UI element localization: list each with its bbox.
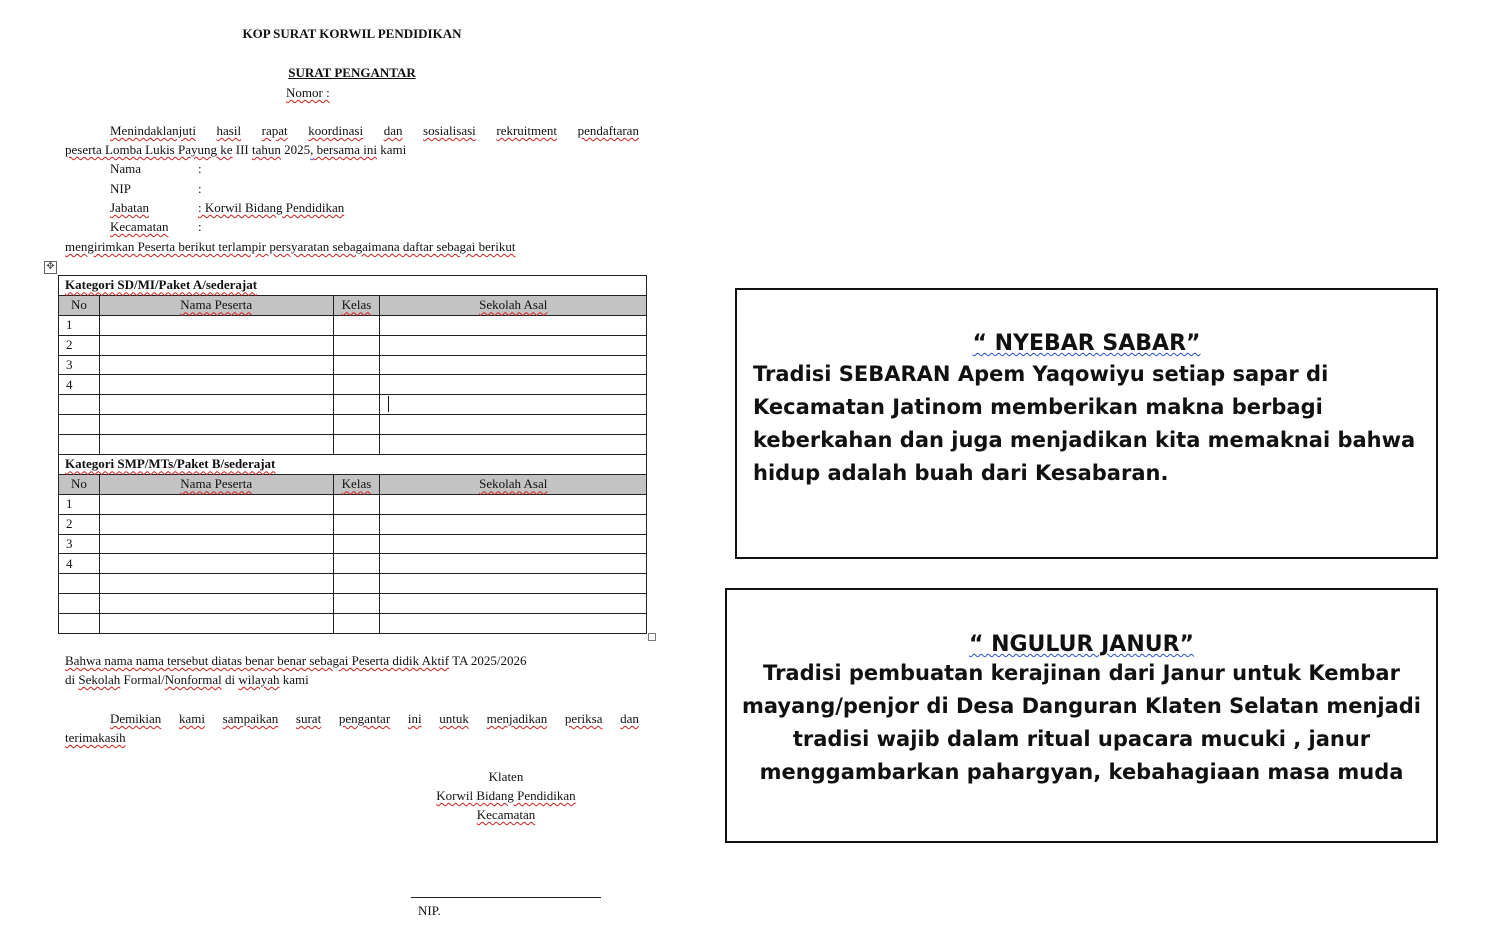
box-body (753, 358, 1436, 490)
table-row[interactable] (59, 315, 647, 335)
row-number (59, 594, 100, 614)
class-cell (333, 355, 380, 375)
field-kecamatan-value: : (198, 219, 202, 234)
table-row[interactable] (59, 335, 647, 355)
name-cell (99, 435, 333, 455)
row-number: 4 (59, 554, 100, 574)
table-row[interactable] (59, 375, 647, 395)
box-title: “ NGULUR JANUR” (968, 632, 1195, 657)
class-cell (333, 494, 380, 514)
intro-line-1: Menindaklanjuti hasil rapat koordinasi dan sosialisasi rekruitment pendaftaran (110, 123, 639, 138)
table-row[interactable] (59, 554, 647, 574)
closing-line-1: Bahwa nama nama tersebut diatas benar benar sebagai Peserta didik Aktif TA 2025/2026 (65, 653, 527, 668)
row-number (59, 435, 100, 455)
col-no-header: No (59, 474, 100, 494)
name-cell (99, 315, 333, 335)
letter-number: Nomor : (286, 85, 330, 100)
table-row[interactable] (59, 574, 647, 594)
class-cell (333, 315, 380, 335)
table-resize-icon[interactable] (648, 633, 656, 641)
row-number (59, 574, 100, 594)
name-cell (99, 355, 333, 375)
class-cell (333, 514, 380, 534)
box-line: Tradisi pembuatan kerajinan dari Janur untuk Kembar (763, 661, 1400, 685)
table-row[interactable] (59, 534, 647, 554)
field-jabatan-value: : Korwil Bidang Pendidikan (198, 200, 345, 215)
name-cell (99, 514, 333, 534)
row-number (59, 395, 100, 415)
col-class-header: Kelas (333, 474, 380, 494)
sign-district: Kecamatan (476, 807, 536, 822)
class-cell (333, 375, 380, 395)
school-cell (380, 375, 647, 395)
table-row[interactable] (59, 594, 647, 614)
table-row[interactable] (59, 395, 647, 415)
class-cell (333, 435, 380, 455)
class-cell (333, 415, 380, 435)
field-nip-value: : (198, 181, 202, 196)
category-title: Kategori SMP/MTs/Paket B/sederajat (59, 455, 647, 475)
table-row[interactable] (59, 614, 647, 634)
name-cell (99, 574, 333, 594)
field-nip: NIP (110, 181, 131, 196)
regards-line-1: Demikian kami sampaikan surat pengantar ini untuk menjadikan periksa dan (110, 711, 639, 726)
name-cell (99, 554, 333, 574)
box-line: Tradisi SEBARAN Apem Yaqowiyu setiap sapar di (753, 362, 1329, 386)
field-nama: Nama (110, 161, 142, 176)
school-cell (380, 594, 647, 614)
class-cell (333, 554, 380, 574)
school-cell (380, 494, 647, 514)
name-cell (99, 395, 333, 415)
box-title: “ NYEBAR SABAR” (972, 331, 1201, 356)
box-line: menggambarkan pahargyan, kebahagiaan masa muda (759, 760, 1404, 784)
closing-line-2: di Sekolah Formal/Nonformal di wilayah kami (65, 672, 309, 687)
table-row[interactable] (59, 514, 647, 534)
name-cell (99, 415, 333, 435)
table-row[interactable] (59, 415, 647, 435)
name-cell (99, 494, 333, 514)
class-cell (333, 395, 380, 415)
row-number: 3 (59, 534, 100, 554)
school-cell (380, 435, 647, 455)
name-cell (99, 335, 333, 355)
box-line: Kecamatan Jatinom memberikan makna berbagi (753, 395, 1323, 419)
class-cell (333, 574, 380, 594)
class-cell (333, 335, 380, 355)
col-school-header: Sekolah Asal (380, 474, 647, 494)
field-jabatan: Jabatan (110, 200, 149, 215)
box-line: mayang/penjor di Desa Danguran Klaten Selatan menjadi (741, 694, 1422, 718)
row-number (59, 415, 100, 435)
school-cell (380, 614, 647, 634)
table-row[interactable] (59, 355, 647, 375)
category-title: Kategori SD/MI/Paket A/sederajat (59, 276, 647, 296)
category-row (59, 276, 647, 296)
col-class-header: Kelas (333, 295, 380, 315)
school-cell (380, 335, 647, 355)
table-header-row (59, 295, 647, 315)
school-cell (380, 554, 647, 574)
name-cell (99, 614, 333, 634)
box-body (727, 657, 1436, 789)
field-nama-value: : (198, 161, 202, 176)
table-header-row (59, 474, 647, 494)
intro-line-2: peserta Lomba Lukis Payung ke III tahun 2025, bersama ini kami (65, 142, 407, 157)
table-move-icon[interactable]: ✥ (44, 261, 57, 274)
table-row[interactable] (59, 494, 647, 514)
sending-statement: mengirimkan Peserta berikut terlampir persyaratan sebagaimana daftar sebagai berikut (65, 239, 516, 254)
field-kecamatan: Kecamatan (110, 219, 169, 234)
row-number: 2 (59, 514, 100, 534)
row-number: 1 (59, 315, 100, 335)
letterhead: KOP SURAT KORWIL PENDIDIKAN (242, 26, 462, 41)
box-line: tradisi wajib dalam ritual upacara mucuki , janur (792, 727, 1371, 751)
ngulur-janur-box (725, 588, 1438, 843)
regards-line-2: terimakasih (65, 730, 126, 745)
participant-table (58, 275, 647, 634)
category-row (59, 455, 647, 475)
school-cell (380, 395, 647, 415)
signature-line (411, 897, 601, 898)
name-cell (99, 594, 333, 614)
nyebar-sabar-box (735, 288, 1438, 559)
row-number: 1 (59, 494, 100, 514)
col-no-header: No (59, 295, 100, 315)
school-cell (380, 534, 647, 554)
school-cell (380, 514, 647, 534)
col-name-header: Nama Peserta (99, 474, 333, 494)
name-cell (99, 375, 333, 395)
row-number: 2 (59, 335, 100, 355)
col-school-header: Sekolah Asal (380, 295, 647, 315)
school-cell (380, 355, 647, 375)
sign-place: Klaten (488, 769, 524, 784)
col-name-header: Nama Peserta (99, 295, 333, 315)
row-number (59, 614, 100, 634)
class-cell (333, 594, 380, 614)
table-row[interactable] (59, 435, 647, 455)
letter-title: SURAT PENGANTAR (288, 65, 416, 80)
box-line: keberkahan dan juga menjadikan kita memaknai bahwa (753, 428, 1416, 452)
sign-nip: NIP. (418, 903, 441, 918)
row-number: 3 (59, 355, 100, 375)
school-cell (380, 415, 647, 435)
box-line: hidup adalah buah dari Kesabaran. (753, 461, 1169, 485)
class-cell (333, 614, 380, 634)
row-number: 4 (59, 375, 100, 395)
name-cell (99, 534, 333, 554)
class-cell (333, 534, 380, 554)
sign-role: Korwil Bidang Pendidikan (436, 788, 576, 803)
text-cursor (388, 396, 389, 412)
school-cell (380, 574, 647, 594)
school-cell (380, 315, 647, 335)
